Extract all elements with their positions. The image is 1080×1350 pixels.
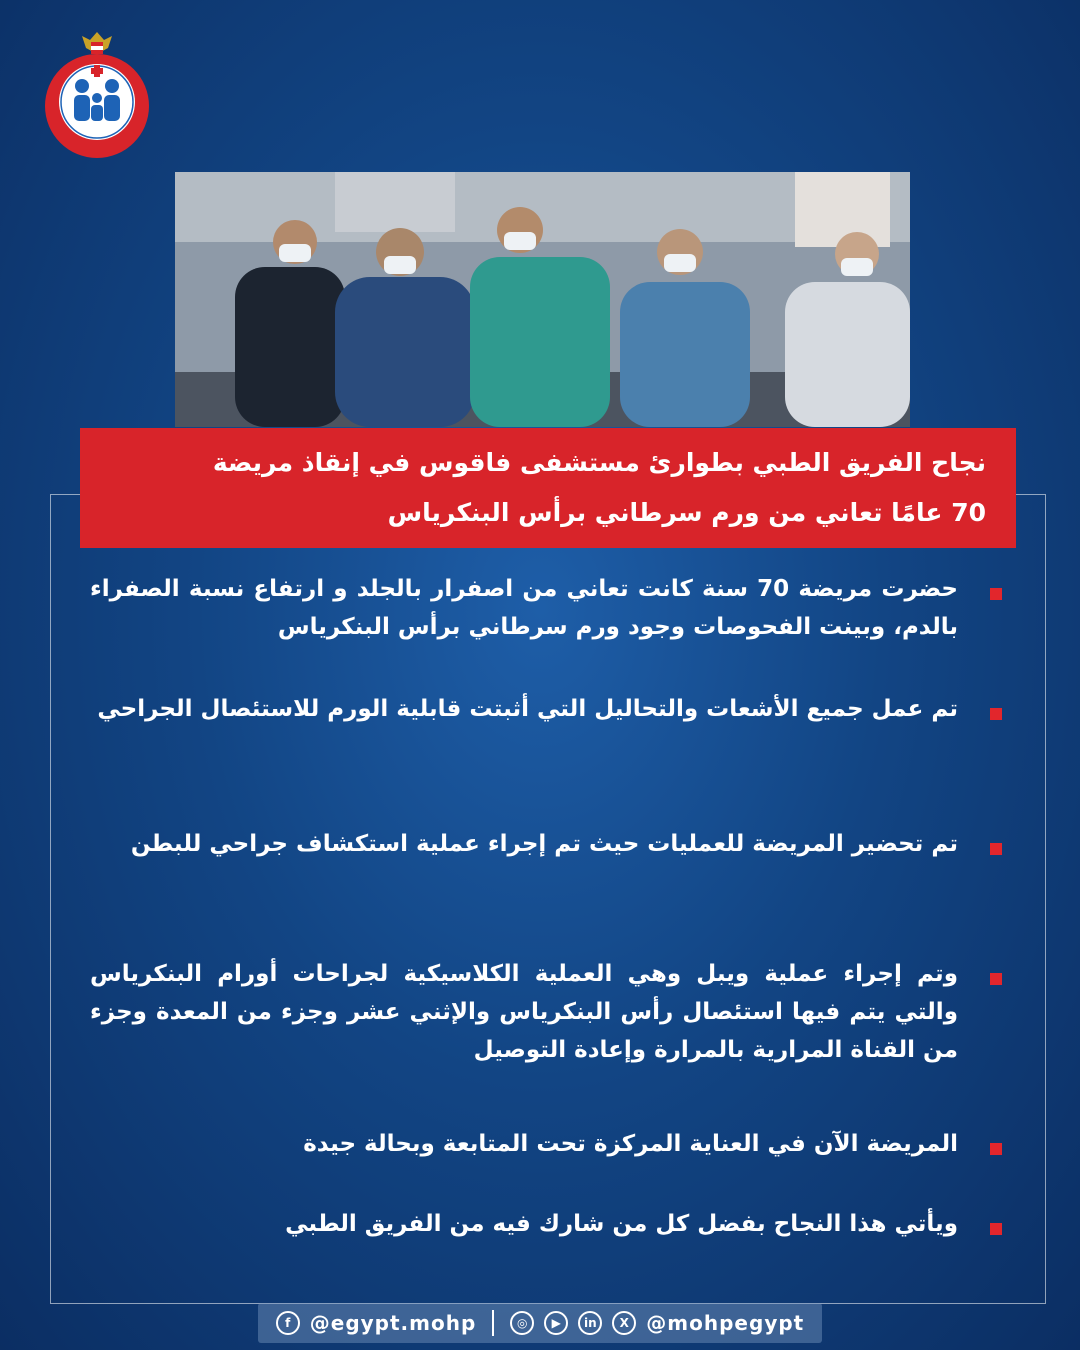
bullet-text: وتم إجراء عملية ويبل وهي العملية الكلاسيكية لجراحات أورام البنكرياس والتي يتم فيها استئصال رأس البنكرياس والإثني عشر وجزء من المعدة وجزء من القناة المرارية بالمرارة وإعادة التوصيل — [90, 961, 958, 1063]
ministry-logo — [38, 28, 156, 158]
bullet-text: ويأتي هذا النجاح بفضل كل من شارك فيه من الفريق الطبي — [285, 1211, 958, 1237]
bullet-item — [90, 1205, 1010, 1265]
title-banner — [80, 428, 1016, 548]
x-icon[interactable]: X — [612, 1311, 636, 1335]
bullet-square-icon — [990, 973, 1002, 985]
bullet-item — [90, 955, 1010, 1125]
medical-team-photo — [175, 172, 910, 427]
title-line-1: نجاح الفريق الطبي بطوارئ مستشفى فاقوس في إنقاذ مريضة — [212, 448, 986, 477]
instagram-icon[interactable]: ◎ — [510, 1311, 534, 1335]
youtube-icon[interactable]: ▶ — [544, 1311, 568, 1335]
linkedin-icon[interactable]: in — [578, 1311, 602, 1335]
bullet-square-icon — [990, 1143, 1002, 1155]
bullet-list — [90, 570, 1010, 1265]
bullet-square-icon — [990, 588, 1002, 600]
eagle-emblem-icon — [82, 32, 112, 54]
divider — [492, 1310, 494, 1336]
bullet-square-icon — [990, 708, 1002, 720]
bullet-item — [90, 690, 1010, 825]
title-line-2: 70 عامًا تعاني من ورم سرطاني برأس البنكرياس — [387, 498, 986, 527]
bullet-square-icon — [990, 1223, 1002, 1235]
social-handle[interactable]: @mohpegypt — [646, 1311, 805, 1335]
bullet-text: تم تحضير المريضة للعمليات حيث تم إجراء عملية استكشاف جراحي للبطن — [130, 831, 958, 857]
facebook-icon[interactable]: f — [276, 1311, 300, 1335]
bullet-text: تم عمل جميع الأشعات والتحاليل التي أثبتت قابلية الورم للاستئصال الجراحي — [97, 696, 958, 722]
bullet-item — [90, 1125, 1010, 1205]
bullet-text: المريضة الآن في العناية المركزة تحت المتابعة وبحالة جيدة — [303, 1131, 958, 1157]
bullet-item — [90, 570, 1010, 690]
bullet-item — [90, 825, 1010, 955]
social-footer — [258, 1303, 822, 1343]
facebook-handle[interactable]: @egypt.mohp — [309, 1311, 477, 1335]
bullet-square-icon — [990, 843, 1002, 855]
bullet-text: حضرت مريضة 70 سنة كانت تعاني من اصفرار بالجلد و ارتفاع نسبة الصفراء بالدم، وبينت الفحوصات وجود ورم سرطاني برأس البنكرياس — [90, 576, 958, 640]
